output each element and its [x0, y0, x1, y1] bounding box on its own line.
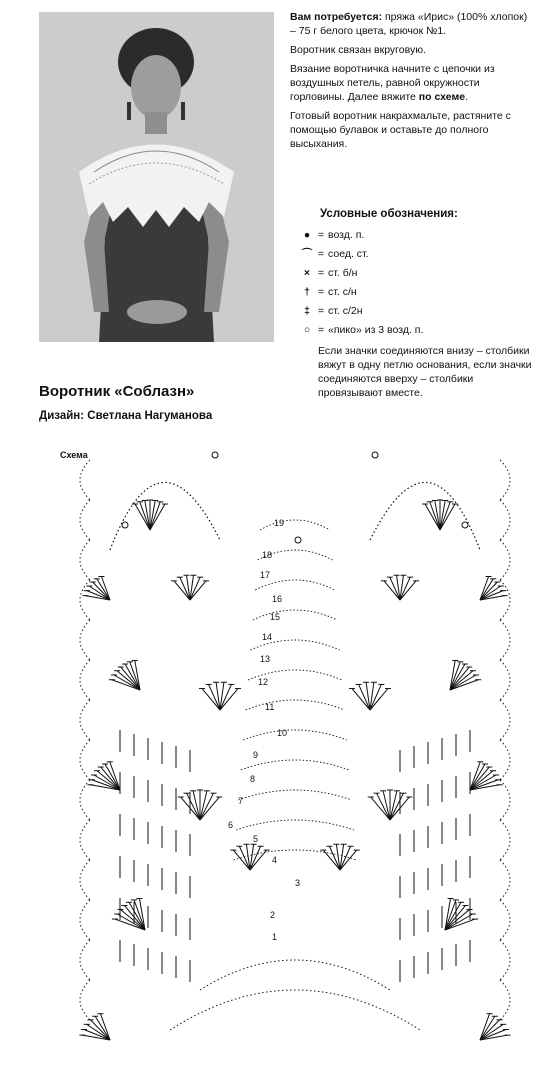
- chain-loop: [80, 620, 90, 660]
- chain-loop: [500, 900, 510, 940]
- instruction-p2-start: Вязание воротничка начните с цепочки из воздушных петель, равной окружности горловины. Далее вяжите: [290, 63, 495, 103]
- single-crochet-icon: ×: [303, 267, 311, 279]
- chain-arch: [370, 482, 480, 550]
- chain-loop: [500, 940, 510, 980]
- legend-row-chain: [300, 226, 540, 245]
- picot-mark: [295, 537, 301, 543]
- designer-credit: Дизайн: Светлана Нагуманова: [39, 410, 213, 422]
- legend-eq: =: [317, 229, 325, 241]
- row-number: 7: [238, 796, 244, 806]
- materials-paragraph: [290, 10, 530, 38]
- double-crochet-icon: †: [304, 286, 310, 298]
- legend-text: ст. б/н: [328, 267, 358, 279]
- chain-arch: [170, 990, 420, 1030]
- instruction-p2-bold: по схеме: [418, 91, 466, 103]
- legend-text: соед. ст.: [328, 248, 369, 260]
- row-number: 16: [272, 594, 283, 604]
- row-number: 5: [253, 834, 259, 844]
- chain-row: [241, 760, 349, 770]
- materials-label: Вам потребуется:: [290, 11, 383, 23]
- chain-row: [260, 520, 330, 530]
- instruction-p3: Готовый воротник накрахмальте, растяните с помощью булавок и оставьте до полного высыхания.: [290, 110, 511, 150]
- stitch-mark: [140, 502, 150, 530]
- row-number: 3: [295, 878, 301, 888]
- chain-loop: [500, 820, 510, 860]
- chain-loop: [80, 700, 90, 740]
- chain-loop: [80, 740, 90, 780]
- legend-row-picot: [300, 321, 540, 340]
- chain-arch: [200, 960, 390, 990]
- stitch-mark: [150, 502, 160, 530]
- row-number: 2: [270, 910, 276, 920]
- picot-mark: [372, 452, 378, 458]
- chain-row: [246, 700, 345, 710]
- crochet-diagram: [50, 430, 540, 1080]
- chain-loop: [80, 900, 90, 940]
- model-photo-illustration: [39, 12, 274, 342]
- chain-loop: [500, 500, 510, 540]
- chain-arch: [110, 482, 220, 550]
- picot-mark: [212, 452, 218, 458]
- chain-row: [255, 580, 335, 590]
- chain-loop: [80, 940, 90, 980]
- row-number: 9: [253, 750, 259, 760]
- legend-title: Условные обозначения:: [320, 208, 458, 220]
- legend: [300, 205, 540, 400]
- instruction-p2-end: .: [465, 91, 468, 103]
- legend-eq: =: [317, 267, 325, 279]
- row-number: 1: [272, 932, 278, 942]
- crochet-diagram-svg: [50, 430, 540, 1080]
- picot-mark: [122, 522, 128, 528]
- chain-loop: [500, 860, 510, 900]
- legend-eq: =: [317, 286, 325, 298]
- row-number: 14: [262, 632, 273, 642]
- row-number: 17: [260, 570, 271, 580]
- chain-loop: [80, 980, 90, 1020]
- row-number: 8: [250, 774, 256, 784]
- instruction-p1: Воротник связан вкруговую.: [290, 44, 427, 56]
- instruction-p2: [290, 62, 530, 104]
- pattern-title: Воротник «Соблазн»: [39, 383, 195, 400]
- instructions-block: [290, 10, 530, 156]
- legend-row-dc: [300, 283, 540, 302]
- legend-text: ст. с/н: [328, 286, 357, 298]
- schema-label: Схема: [60, 450, 88, 460]
- legend-row-sc: [300, 264, 540, 283]
- slip-stitch-icon: ⌒: [301, 248, 313, 260]
- chain-loop: [80, 540, 90, 580]
- stitch-mark: [430, 502, 440, 530]
- treble-crochet-icon: ‡: [304, 305, 310, 317]
- chain-loop: [80, 860, 90, 900]
- legend-eq: =: [317, 324, 325, 336]
- chain-loop: [500, 780, 510, 820]
- legend-text: возд. п.: [328, 229, 365, 241]
- legend-note: Если значки соединяются внизу – столбики вяжут в одну петлю основания, если значки соединяются вверху – столбики провязывают вместе.: [318, 345, 532, 399]
- chain-loop: [500, 540, 510, 580]
- chain-loop: [500, 620, 510, 660]
- chain-loop: [80, 660, 90, 700]
- chain-stitch-icon: ●: [303, 229, 311, 241]
- picot-mark: [462, 522, 468, 528]
- row-number: 4: [272, 855, 278, 865]
- chain-loop: [500, 700, 510, 740]
- legend-text: «пико» из 3 возд. п.: [328, 324, 424, 336]
- model-photo: [39, 12, 274, 342]
- row-number: 19: [274, 518, 285, 528]
- row-number: 15: [270, 612, 281, 622]
- chain-loop: [80, 500, 90, 540]
- legend-row-tr: [300, 302, 540, 321]
- chain-row: [253, 610, 337, 620]
- legend-eq: =: [317, 248, 325, 260]
- stitch-mark: [440, 502, 450, 530]
- row-number: 11: [265, 702, 275, 712]
- row-number: 10: [277, 728, 288, 738]
- chain-loop: [80, 780, 90, 820]
- chain-loop: [80, 460, 90, 500]
- chain-loop: [500, 460, 510, 500]
- chain-loop: [80, 820, 90, 860]
- row-number: 6: [228, 820, 234, 830]
- row-number: 13: [260, 654, 271, 664]
- legend-eq: =: [317, 305, 325, 317]
- chain-loop: [500, 980, 510, 1020]
- chain-loop: [500, 740, 510, 780]
- chain-loop: [500, 660, 510, 700]
- row-number: 12: [258, 677, 269, 687]
- chain-row: [236, 820, 354, 830]
- row-number: 18: [262, 550, 273, 560]
- picot-icon: ○: [303, 324, 311, 336]
- chain-row: [238, 790, 351, 800]
- legend-row-slip: [300, 245, 540, 264]
- chain-row: [243, 730, 347, 740]
- legend-text: ст. с/2н: [328, 305, 363, 317]
- materials-text: пряжа «Ирис» (100% хлопок) – 75 г белого цвета, крючок №1.: [290, 11, 528, 37]
